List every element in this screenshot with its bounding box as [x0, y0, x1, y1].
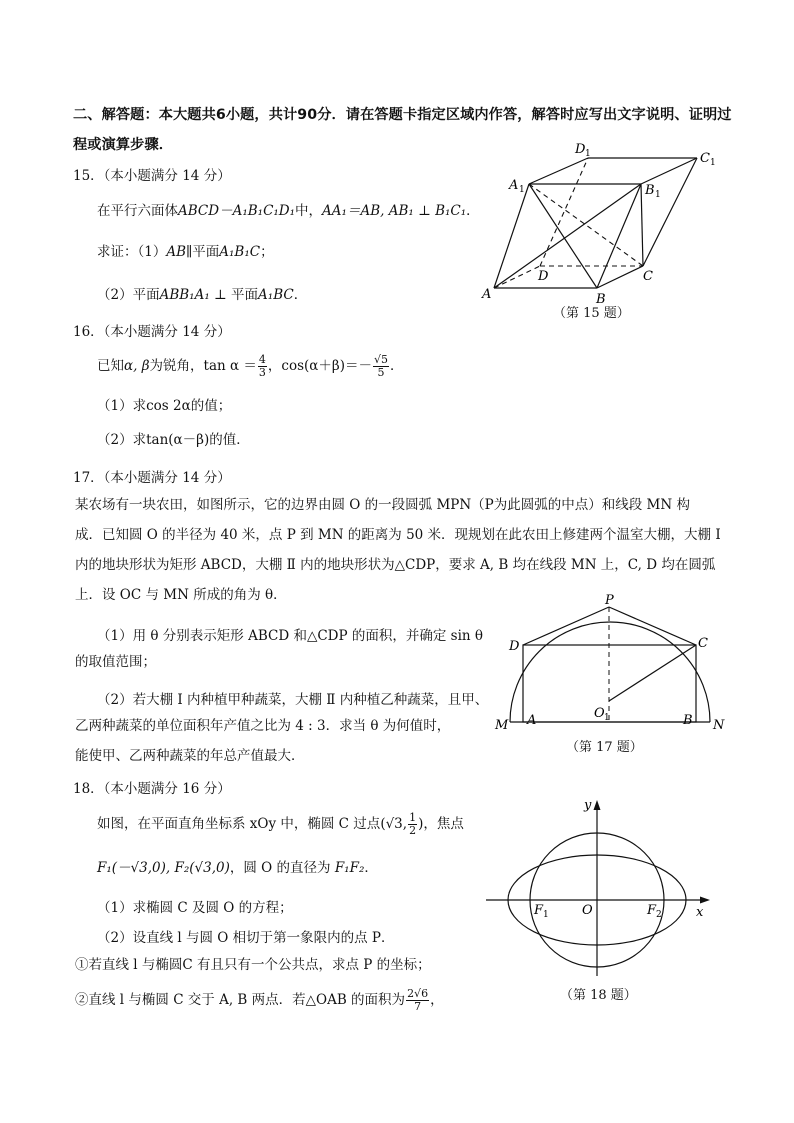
q17-part2c: 能使甲、乙两种蔬菜的年总产值最大．	[75, 748, 305, 764]
q17-label-N: N	[713, 718, 725, 732]
q18-part2: （2）设直线 l 与圆 O 相切于第一象限内的点 P．	[97, 930, 395, 946]
q16-tan-denominator: 3	[258, 366, 266, 379]
q15-condition: AA₁＝AB, AB₁ ⊥ B₁C₁	[322, 203, 467, 219]
q18-part1: （1）求椭圆 C 及圆 O 的方程；	[97, 900, 293, 916]
q18-caption: （第 18 题）	[560, 988, 637, 1003]
q15-heading: 15．（本小题满分 14 分）	[73, 168, 231, 184]
q15-label-C1-sub: 1	[710, 158, 716, 168]
q16-statement-mid: 为锐角，	[149, 358, 204, 374]
q18-point-fraction	[408, 812, 417, 837]
q18-label-F1-sub: 1	[543, 910, 549, 920]
q18-point-numerator: 1	[409, 811, 417, 824]
q18-point-pre: (√3,	[380, 816, 408, 832]
q17-part2a: （2）若大棚 Ⅰ 内种植甲种蔬菜，大棚 Ⅱ 内种植乙种蔬菜，且甲、	[97, 692, 489, 708]
q17-line4: 上．设 OC 与 MN 所成的角为 θ．	[75, 587, 287, 603]
q18-point-end: )	[418, 816, 424, 832]
q18-heading: 18．（本小题满分 16 分）	[73, 781, 231, 797]
q15-part1-pre: 求证：（1）	[97, 244, 167, 260]
q15-caption: （第 15 题）	[553, 306, 630, 321]
q15-label-A1-sub: 1	[519, 185, 525, 195]
q15-label-C: C	[643, 269, 653, 284]
q17-label-O1: O	[594, 706, 605, 721]
q18-sub2	[75, 986, 444, 1016]
q18-line2-end: ．	[364, 860, 378, 876]
q17-part1a: （1）用 θ 分别表示矩形 ABCD 和△CDP 的面积，并确定 sin θ	[97, 628, 484, 644]
section-title: 二、解答题：本大题共6小题，共计90分．请在答题卡指定区域内作答，解答时应写出文字说明、证明过程或演算步骤．	[73, 107, 732, 153]
q16-vars: α, β	[124, 358, 150, 374]
q17-figure-field	[490, 592, 730, 732]
q16-statement-pre: 已知	[97, 358, 124, 374]
q17-caption: （第 17 题）	[566, 740, 643, 755]
q16-tan-expr: tan α ＝	[203, 358, 257, 374]
q18-figure-ellipse-circle	[484, 790, 720, 980]
q16-separator: ，	[267, 358, 282, 374]
q15-label-B: B	[596, 292, 606, 307]
q17-label-P: P	[605, 593, 614, 608]
q18-sub2-end: ，	[430, 992, 444, 1008]
q18-area-denominator: 7	[414, 1000, 422, 1013]
q15-part2-end: ．	[293, 287, 308, 303]
q17-heading: 17．（本小题满分 14 分）	[73, 470, 231, 486]
q18-sub2-pre: ②直线 l 与椭圆 C 交于 A, B 两点．若△OAB 的面积为	[75, 992, 406, 1008]
q15-label-B1-sub: 1	[655, 190, 661, 200]
q15-label-D: D	[538, 269, 549, 284]
q15-label-C1: C	[700, 151, 710, 166]
q17-label-B: B	[683, 713, 693, 728]
q15-part1-expr: AB∥	[166, 244, 193, 260]
q16-cos-expr: cos(α＋β)＝－	[281, 358, 372, 374]
q15-part2	[97, 283, 307, 303]
q17-part1b: 的取值范围；	[75, 654, 156, 670]
q18-line1-end: ，焦点	[423, 816, 464, 832]
q15-statement-mid: 中，	[295, 203, 323, 219]
q18-label-F2-sub: 2	[656, 910, 662, 920]
q16-heading: 16．（本小题满分 14 分）	[73, 324, 231, 340]
q16-part2: （2）求tan(α－β)的值．	[97, 432, 250, 448]
q17-label-D: D	[509, 639, 520, 654]
q18-diameter: F₁F₂	[334, 860, 365, 876]
q17-part2b: 乙两种蔬菜的单位面积年产值之比为 4 : 3．求当 θ 为何值时，	[75, 718, 451, 734]
q18-line1-pre: 如图，在平面直角坐标系 xOy 中，椭圆 C 过点	[97, 816, 381, 832]
q16-cos-denominator: 5	[377, 366, 385, 379]
q15-part1	[97, 240, 274, 260]
q16-part1: （1）求cos 2α的值；	[97, 398, 232, 414]
q18-line1	[97, 812, 464, 837]
q15-part2-plane-b: A₁BC	[258, 287, 294, 303]
q16-cos-numerator: √5	[373, 353, 388, 366]
q15-statement-pre: 在平行六面体	[97, 203, 178, 219]
q18-label-x: x	[696, 905, 704, 920]
q15-part2-plane-a: ABB₁A₁	[159, 287, 210, 303]
q17-line1: 某农场有一块农田，如图所示，它的边界由圆 O 的一段圆弧 MPN（P为此圆弧的中点）和线段 MN 构	[75, 497, 690, 513]
q15-statement-end: ．	[466, 203, 480, 219]
q18-area-fraction	[406, 988, 429, 1013]
q18-line2-mid: ，圆 O 的直径为	[229, 860, 335, 876]
q17-line2: 成．已知圆 O 的半径为 40 米，点 P 到 MN 的距离为 50 米．现规划在此农田上修建两个温室大棚，大棚 Ⅰ	[75, 527, 721, 543]
q16-tan-numerator: 4	[258, 353, 266, 366]
q18-point-denominator: 2	[409, 824, 417, 837]
q15-statement	[97, 199, 480, 219]
q15-label-D1-sub: 1	[585, 149, 591, 159]
q17-label-A: A	[527, 713, 537, 728]
q18-label-O: O	[582, 903, 593, 918]
q15-label-A1: A	[509, 178, 519, 193]
q15-part1-plane: 平面	[192, 244, 220, 260]
q17-label-O1-sub: 1	[604, 713, 610, 723]
q18-label-F2: F	[647, 903, 657, 918]
q15-part1-plane-name: A₁B₁C	[219, 244, 261, 260]
q18-label-F1: F	[534, 903, 544, 918]
q18-label-y: y	[584, 798, 592, 813]
q15-part1-end: ；	[260, 244, 274, 260]
q15-label-A: A	[482, 287, 492, 302]
q18-line2	[97, 856, 378, 876]
q15-label-B1: B	[645, 183, 655, 198]
q15-part2-mid: ⊥ 平面	[209, 287, 259, 303]
q15-figure-parallelepiped	[478, 138, 728, 322]
q15-label-D1: D	[575, 142, 586, 157]
q16-tan-fraction	[258, 354, 267, 379]
q15-solid: ABCD－A₁B₁C₁D₁	[178, 203, 296, 219]
q15-part2-pre: （2）平面	[97, 287, 160, 303]
q16-cos-fraction	[373, 354, 389, 379]
q18-foci: F₁(－√3,0), F₂(√3,0)	[97, 860, 230, 876]
q17-label-C: C	[698, 636, 708, 651]
q18-area-numerator: 2√6	[407, 987, 429, 1000]
q16-statement	[97, 354, 403, 379]
q17-label-M: M	[495, 718, 509, 732]
q17-line3: 内的地块形状为矩形 ABCD，大棚 Ⅱ 内的地块形状为△CDP，要求 A, B 均在线段 MN 上，C, D 均在圆弧	[75, 557, 716, 573]
q18-sub1: ①若直线 l 与椭圆C 有且只有一个公共点，求点 P 的坐标；	[75, 957, 431, 973]
q16-statement-end: ．	[389, 358, 404, 374]
